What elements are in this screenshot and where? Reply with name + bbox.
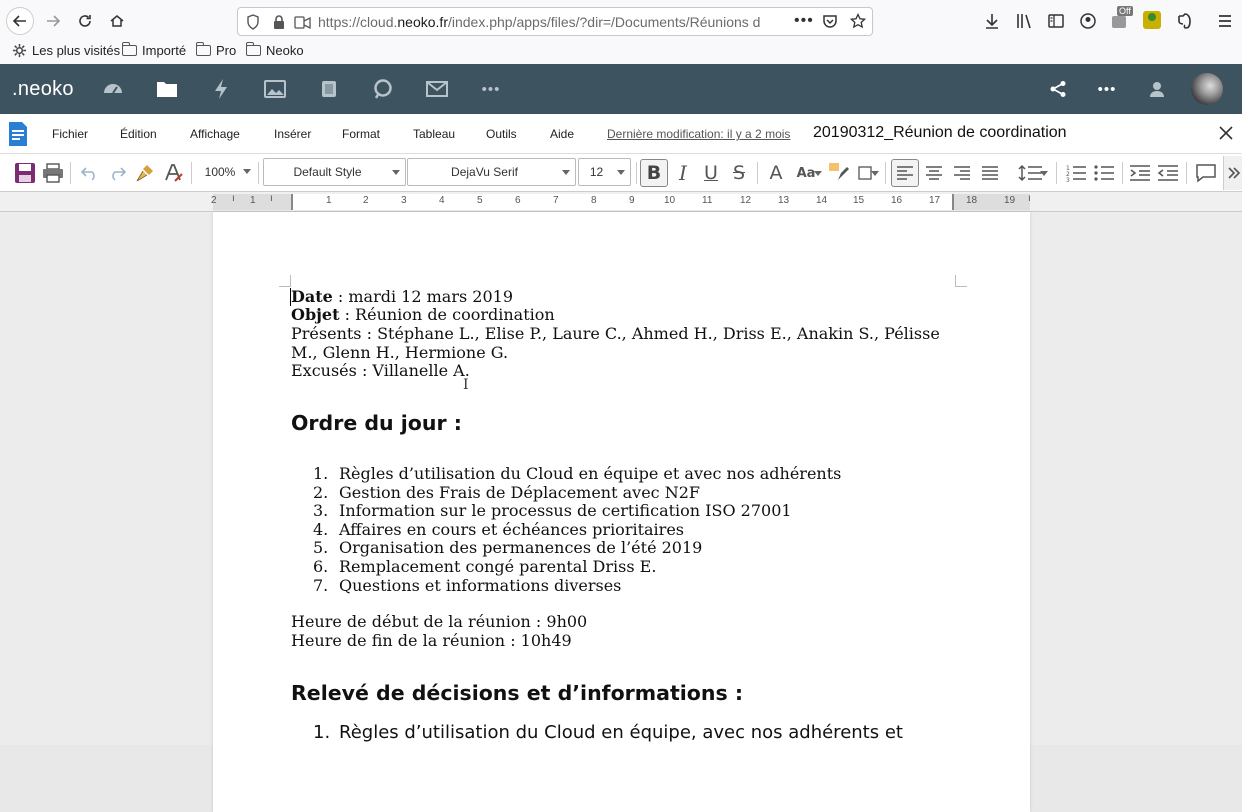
redo-icon: [107, 165, 127, 181]
strikethrough-icon: S: [732, 162, 746, 184]
off-badge: Off: [1119, 6, 1131, 16]
lock-icon: [272, 14, 286, 30]
increase-indent-button[interactable]: [1126, 159, 1154, 187]
account-icon[interactable]: [1079, 12, 1097, 30]
chevron-down-icon: [562, 170, 570, 175]
office-menubar: [0, 114, 1242, 154]
zoom-select[interactable]: 100%: [198, 158, 256, 186]
list-item: 3. Information sur le processus de certification ISO 27001: [313, 501, 792, 520]
bookmark-pro[interactable]: Pro: [196, 43, 236, 58]
bookmark-importe[interactable]: Importé: [122, 43, 186, 58]
italic-button[interactable]: [669, 159, 697, 187]
justify-button[interactable]: [976, 159, 1004, 187]
shield-icon: [246, 14, 260, 30]
paragraph-style-select[interactable]: Default Style: [263, 158, 406, 186]
underline-icon: U: [704, 162, 718, 184]
decrease-indent-button[interactable]: [1154, 159, 1182, 187]
back-button[interactable]: [6, 7, 34, 35]
list-item: 2. Gestion des Frais de Déplacement avec N2F: [313, 483, 700, 502]
chevron-down-icon: [1040, 171, 1048, 176]
menu-fichier[interactable]: Fichier: [52, 127, 89, 141]
ibeam-cursor-icon: I: [463, 377, 469, 393]
print-button[interactable]: [39, 159, 67, 187]
text-cursor: [290, 288, 291, 306]
font-size-select[interactable]: 12: [578, 158, 631, 186]
clone-formatting-button[interactable]: [131, 159, 159, 187]
list-item: 4. Affaires en cours et échéances prioritaires: [313, 520, 684, 539]
bullet-list-button[interactable]: [1090, 159, 1118, 187]
bold-button[interactable]: [640, 159, 668, 187]
bookmark-most-visited[interactable]: Les plus visités: [12, 43, 120, 58]
font-size-icon: A: [769, 162, 783, 184]
logo[interactable]: .neoko: [12, 78, 74, 100]
redo-button[interactable]: [103, 159, 131, 187]
numbered-list-button[interactable]: [1062, 159, 1090, 187]
files-icon[interactable]: [154, 76, 180, 102]
share-icon[interactable]: [1045, 76, 1071, 102]
align-left-icon: [896, 165, 914, 181]
extension-plant-icon[interactable]: [1143, 11, 1161, 29]
menu-inserer[interactable]: Insérer: [274, 127, 312, 141]
sidebar-icon[interactable]: [1047, 12, 1065, 30]
grow-font-button[interactable]: [762, 159, 790, 187]
heading-releve: Relevé de décisions et d’informations :: [291, 681, 744, 705]
svg-text:3: 3: [1066, 177, 1070, 184]
bullet-list-icon: [1093, 164, 1115, 182]
chevron-down-icon: [617, 170, 625, 175]
indent-icon: [1129, 164, 1151, 182]
heure-fin-line: Heure de fin de la réunion : 10h49: [291, 631, 572, 650]
extension-off-button[interactable]: [1110, 6, 1131, 30]
font-name-select[interactable]: DejaVu Serif: [407, 158, 576, 186]
contacts-icon[interactable]: [1144, 76, 1170, 102]
clear-formatting-button[interactable]: [159, 159, 187, 187]
paintbrush-icon: [135, 163, 155, 183]
align-right-button[interactable]: [948, 159, 976, 187]
home-button[interactable]: [103, 7, 131, 35]
bookmark-neoko[interactable]: Neoko: [246, 43, 304, 58]
extension-icon: [1112, 16, 1126, 28]
chevron-down-icon: [392, 170, 400, 175]
more-icon[interactable]: •••: [1097, 80, 1117, 98]
undo-icon: [80, 165, 100, 181]
presents-line: Présents : Stéphane L., Elise P., Laure C., Ahmed H., Driss E., Anakin S., Pélisse: [291, 324, 940, 343]
save-icon: [14, 162, 36, 184]
svg-text:1: 1: [1066, 165, 1070, 172]
arrow-left-icon: [12, 13, 28, 29]
menu-affichage[interactable]: Affichage: [190, 127, 240, 141]
svg-text:2: 2: [1066, 171, 1070, 178]
chevron-down-icon: [814, 171, 822, 176]
dashboard-icon[interactable]: [100, 76, 126, 102]
menu-outils[interactable]: Outils: [486, 127, 517, 141]
document-icon[interactable]: [8, 121, 28, 147]
highlighter-icon: [829, 163, 851, 183]
numbered-list-icon: [1065, 164, 1087, 182]
background-color-button[interactable]: [849, 159, 881, 187]
more-apps-icon[interactable]: •••: [481, 80, 501, 98]
align-center-icon: [925, 165, 943, 181]
url-text[interactable]: https://cloud.neoko.fr/index.php/apps/files/?dir=/Documents/Réunions d: [318, 14, 761, 30]
align-center-button[interactable]: [920, 159, 948, 187]
chevron-down-icon: [871, 171, 879, 176]
list-item: 1. Règles d’utilisation du Cloud en équipe, avec nos adhérents et: [313, 722, 903, 743]
bold-icon: B: [646, 162, 662, 184]
outdent-icon: [1157, 164, 1179, 182]
close-icon[interactable]: [1218, 125, 1234, 141]
last-modified-link[interactable]: Dernière modification: il y a 2 mois: [607, 127, 791, 141]
square-icon: [858, 166, 872, 180]
document-canvas[interactable]: [0, 212, 1242, 745]
menu-tableau[interactable]: Tableau: [413, 127, 456, 141]
app-header: [0, 64, 1242, 114]
clear-formatting-icon: [162, 163, 184, 183]
save-button[interactable]: [11, 159, 39, 187]
folder-icon: [196, 45, 211, 56]
list-item: 6. Remplacement congé parental Driss E.: [313, 557, 657, 576]
justify-icon: [981, 165, 999, 181]
undo-button[interactable]: [76, 159, 104, 187]
toolbar-overflow-button[interactable]: [1223, 156, 1242, 190]
chevron-down-icon: [243, 169, 251, 174]
pocket-icon[interactable]: [822, 13, 838, 29]
browser-chrome: [0, 0, 1242, 64]
mail-icon[interactable]: [424, 76, 450, 102]
align-right-icon: [953, 165, 971, 181]
forward-button[interactable]: [39, 7, 67, 35]
comment-icon: [1195, 163, 1217, 183]
talk-icon[interactable]: [370, 76, 396, 102]
reload-icon: [77, 13, 93, 29]
evernote-icon[interactable]: [1175, 12, 1193, 30]
heure-debut-line: Heure de début de la réunion : 9h00: [291, 612, 588, 631]
document-name-field[interactable]: 20190312_Réunion de coordination: [813, 124, 1067, 141]
list-item: 5. Organisation des permanences de l’été 2019: [313, 538, 703, 557]
page-actions-icon[interactable]: •••: [794, 12, 814, 29]
folder-icon: [246, 45, 261, 56]
url-bar[interactable]: [237, 7, 873, 36]
activity-icon[interactable]: [208, 76, 234, 102]
folder-icon: [122, 45, 137, 56]
list-item: 7. Questions et informations diverses: [313, 576, 622, 595]
hamburger-menu-icon[interactable]: [1216, 12, 1234, 30]
objet-line: Objet : Réunion de coordination: [291, 305, 555, 324]
library-icon[interactable]: [1015, 12, 1033, 30]
align-left-button[interactable]: [891, 159, 919, 187]
change-case-button[interactable]: [789, 159, 823, 187]
permissions-icon: [294, 14, 312, 30]
line-spacing-button[interactable]: [1012, 159, 1050, 187]
change-case-icon: Aa: [796, 165, 816, 181]
strikethrough-button[interactable]: [725, 159, 753, 187]
menu-edition[interactable]: Édition: [120, 127, 157, 141]
double-chevron-right-icon: [1227, 166, 1240, 180]
insert-comment-button[interactable]: [1192, 159, 1220, 187]
heading-ordre-du-jour: Ordre du jour :: [291, 411, 462, 435]
deck-icon[interactable]: [316, 76, 342, 102]
home-icon: [109, 13, 125, 29]
menu-aide[interactable]: Aide: [550, 127, 575, 141]
list-item: 1. Règles d’utilisation du Cloud en équipe et avec nos adhérents: [313, 464, 842, 483]
document-page[interactable]: [213, 212, 1030, 812]
star-icon[interactable]: [850, 13, 866, 29]
gear-icon: [12, 43, 27, 58]
underline-button[interactable]: [697, 159, 725, 187]
italic-icon: I: [679, 161, 687, 185]
presents-line-continued: M., Glenn H., Hermione G.: [291, 343, 509, 362]
arrow-right-icon: [45, 13, 61, 29]
menu-format[interactable]: Format: [342, 127, 381, 141]
date-line: Date : mardi 12 mars 2019: [291, 287, 513, 306]
photos-icon[interactable]: [262, 76, 288, 102]
ruler[interactable]: 2 ı 1 ı 1 2 3 4 5 6 7 8 9 10 11 12 13 14 15 16 17 18 19 ı: [0, 192, 1242, 212]
print-icon: [42, 163, 64, 183]
reload-button[interactable]: [71, 7, 99, 35]
formatting-toolbar: [0, 154, 1242, 192]
avatar[interactable]: [1191, 73, 1223, 105]
excuses-line: Excusés : Villanelle A.: [291, 361, 470, 380]
download-icon[interactable]: [983, 12, 1001, 30]
